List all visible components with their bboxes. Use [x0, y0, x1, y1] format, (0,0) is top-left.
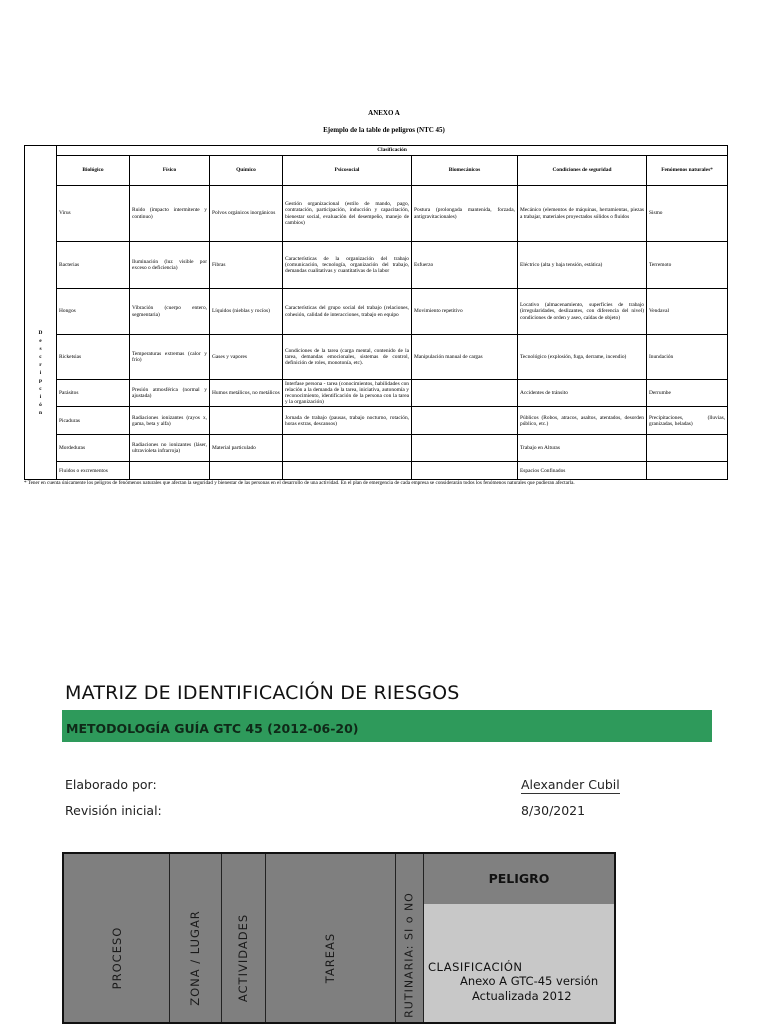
column-label-proceso: PROCESO	[109, 926, 124, 990]
table-cell: Ricketsias	[57, 335, 130, 380]
table-row	[25, 289, 728, 335]
table-cell: Bacterias	[57, 242, 130, 289]
hazard-table	[24, 145, 728, 480]
elaborado-label: Elaborado por:	[65, 777, 157, 792]
table-row	[25, 186, 728, 242]
table-cell	[283, 462, 412, 480]
table-cell: Características del grupo social del trabajo (relaciones, cohesión, calidad de interacciones, trabajo en equipo	[283, 289, 412, 335]
elaborado-value: Alexander Cubil	[521, 777, 620, 792]
description-side-cell	[25, 146, 57, 480]
table-cell: Presión atmosférica (normal y ajustada)	[130, 380, 210, 407]
col-header-quimico: Químico	[210, 156, 283, 186]
annex-subtitle: Ejemplo de la table de peligros (NTC 45)	[323, 126, 445, 134]
table-cell	[647, 435, 728, 462]
table-cell: Iluminación (luz visible por exceso o deficiencia)	[130, 242, 210, 289]
table-cell: Públicos (Robos, atracos, asaltos, atentados, desorden público, etc.)	[518, 407, 647, 435]
table-cell: Derrumbe	[647, 380, 728, 407]
table-cell	[412, 462, 518, 480]
table-cell: Vibración (cuerpo entero, segmentaria)	[130, 289, 210, 335]
table-cell	[283, 435, 412, 462]
column-header-rutinaria	[395, 854, 424, 1022]
table-cell: Inundación	[647, 335, 728, 380]
table-cell	[210, 407, 283, 435]
table-cell: Material particulado	[210, 435, 283, 462]
side-label-letter: n	[39, 409, 42, 416]
table-cell: Líquidos (nieblas y rocíos)	[210, 289, 283, 335]
table-cell: Humos metálicos, no metálicos	[210, 380, 283, 407]
col-header-biologico: Biológico	[57, 156, 130, 186]
table-cell: Precipitaciones, (lluvias, granizadas, heladas)	[647, 407, 728, 435]
column-header-tareas	[265, 854, 396, 1022]
table-cell: Fluidos o excrementos	[57, 462, 130, 480]
table-cell: Hongos	[57, 289, 130, 335]
table-cell: Características de la organización del trabajo (comunicación, tecnología, organización del trabajo, demandas cualitativas y cuantitativas de la labor	[283, 242, 412, 289]
column-label-tareas: TAREAS	[323, 932, 337, 984]
table-cell: Sismo	[647, 186, 728, 242]
column-header-actividades	[221, 854, 266, 1022]
annex-heading: ANEXO A	[368, 109, 400, 117]
clasificacion-line-3: Actualizada 2012	[472, 989, 572, 1003]
table-cell: Polvos orgánicos inorgánicos	[210, 186, 283, 242]
col-header-fisico: Físico	[130, 156, 210, 186]
table-cell: Eléctrico (alta y baja tensión, estática)	[518, 242, 647, 289]
table-footnote: * Tener en cuenta únicamente los peligros de fenómenos naturales que afectan la seguridad y bienestar de las personas en el desarrollo de una actividad. En el plan de emergencia de cada empresa se considerarán todos los fenómenos naturales que pudieran afectarla.	[24, 480, 575, 486]
col-header-fenomenos: Fenómenos naturales*	[647, 156, 728, 186]
table-cell: Virus	[57, 186, 130, 242]
clasificacion-line-2: Anexo A GTC-45 versión	[460, 974, 599, 988]
peligro-header: PELIGRO	[424, 854, 614, 905]
table-row	[25, 462, 728, 480]
table-row	[25, 407, 728, 435]
side-label-letter: c	[39, 353, 42, 360]
table-cell: Interfase persona - tarea (conocimientos, habilidades con relación a la demanda de la tarea, iniciativa, autonomía y reconocimiento, identificación de la persona con la tarea y la organización)	[283, 380, 412, 407]
table-cell: Picaduras	[57, 407, 130, 435]
classification-header: Clasificación	[57, 146, 728, 156]
side-label-letter: i	[39, 369, 42, 376]
table-cell	[412, 380, 518, 407]
side-label-letter: e	[39, 337, 42, 344]
table-cell	[412, 435, 518, 462]
table-cell	[210, 462, 283, 480]
col-header-psicosocial: Psicosocial	[283, 156, 412, 186]
table-cell: Postura (prolongada mantenida, forzada, antigravitacionales)	[412, 186, 518, 242]
methodology-subtitle: METODOLOGÍA GUÍA GTC 45 (2012-06-20)	[66, 721, 359, 736]
table-cell: Espacios Confinados	[518, 462, 647, 480]
description-side-label	[25, 209, 56, 417]
revision-label: Revisión inicial:	[65, 803, 162, 818]
matrix-header-grid	[62, 852, 616, 1024]
side-label-letter: s	[39, 345, 42, 352]
table-cell: Manipulación manual de cargas	[412, 335, 518, 380]
table-cell: Ruido (impacto intermitente y continuo)	[130, 186, 210, 242]
table-cell	[412, 407, 518, 435]
table-cell: Gases y vapores	[210, 335, 283, 380]
table-row	[25, 380, 728, 407]
table-cell: Terremoto	[647, 242, 728, 289]
table-cell: Parásitos	[57, 380, 130, 407]
table-cell: Jornada de trabajo (pausas, trabajo nocturno, rotación, horas extras, descansos)	[283, 407, 412, 435]
table-row	[25, 242, 728, 289]
table-cell: Fibras	[210, 242, 283, 289]
table-cell: Locativo (almacenamiento, superficies de trabajo (irregularidades, deslizantes, con diferencia del nivel) condiciones de orden y aseo, caídas de objeto)	[518, 289, 647, 335]
side-label-letter: c	[39, 385, 42, 392]
side-label-letter: i	[39, 393, 42, 400]
table-cell: Trabajo en Alturas	[518, 435, 647, 462]
column-header-zona	[169, 854, 222, 1022]
table-cell: Gestión organizacional (estilo de mando, pago, contratación, participación, inducción y capacitación, bienestar social, evaluación del desempeño, manejo de cambios)	[283, 186, 412, 242]
clasificacion-header	[424, 904, 614, 1022]
column-label-rutinaria: RUTINARIA: SI o NO	[402, 891, 416, 1018]
table-cell: Accidentes de tránsito	[518, 380, 647, 407]
column-label-zona: ZONA / LUGAR	[188, 910, 202, 1006]
table-cell	[130, 462, 210, 480]
matrix-title: MATRIZ DE IDENTIFICACIÓN DE RIESGOS	[65, 682, 460, 704]
table-cell: Tecnológico (explosión, fuga, derrame, incendio)	[518, 335, 647, 380]
table-cell: Condiciones de la tarea (carga mental, contenido de la tarea, demandas emocionales, sistemas de control, definición de roles, monotonía, etc).	[283, 335, 412, 380]
table-row	[25, 335, 728, 380]
table-cell	[647, 462, 728, 480]
table-cell: Temperaturas extremas (calor y frío)	[130, 335, 210, 380]
table-cell: Radiaciones no ionizantes (láser, ultravioleta infrarroja)	[130, 435, 210, 462]
table-cell: Radiaciones ionizantes (rayos x, gama, beta y alfa)	[130, 407, 210, 435]
table-cell: Vendaval	[647, 289, 728, 335]
clasificacion-line-1: CLASIFICACIÓN	[428, 960, 523, 974]
side-label-letter: p	[39, 377, 42, 384]
table-cell: Esfuerzo	[412, 242, 518, 289]
revision-value: 8/30/2021	[521, 803, 586, 818]
column-label-actividades: ACTIVIDADES	[236, 914, 250, 1003]
column-header-proceso	[64, 854, 170, 1022]
side-label-letter: ó	[39, 401, 42, 408]
side-label-letter: r	[39, 361, 42, 368]
table-cell: Movimiento repetitivo	[412, 289, 518, 335]
col-header-condiciones: Condiciones de seguridad	[518, 156, 647, 186]
table-cell: Mecánico (elementos de máquinas, herramientas, piezas a trabajar, materiales proyectados sólidos o fluidos	[518, 186, 647, 242]
table-cell: Mordeduras	[57, 435, 130, 462]
table-row	[25, 435, 728, 462]
col-header-biomecanicos: Biomecánicos	[412, 156, 518, 186]
side-label-letter: D	[38, 329, 43, 336]
methodology-banner	[62, 710, 712, 742]
